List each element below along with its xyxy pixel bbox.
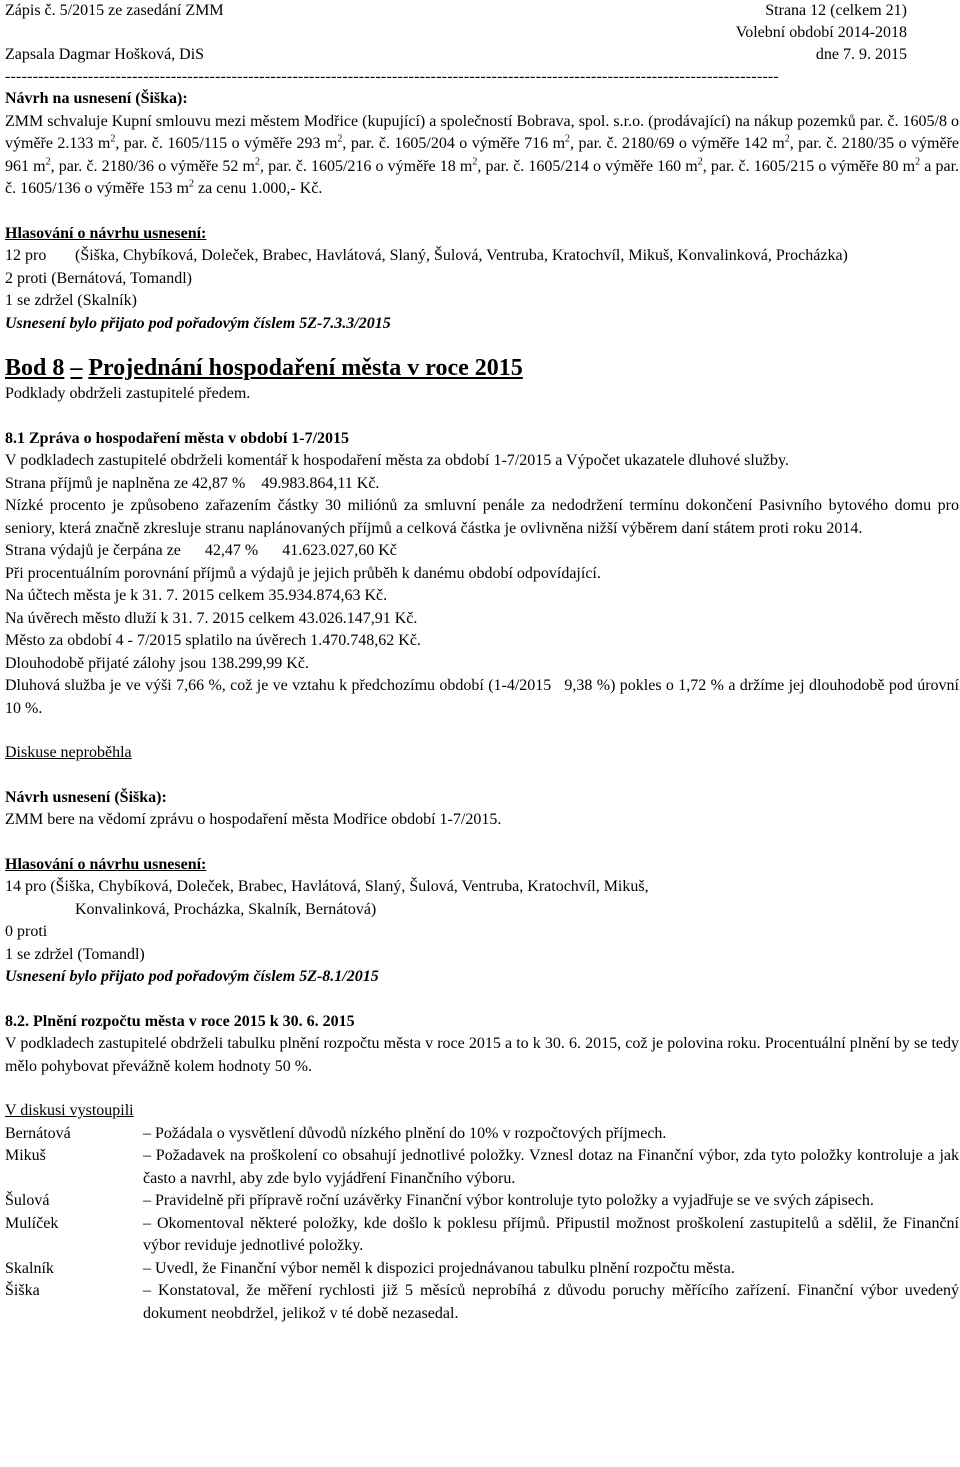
report-line: Při procentuálním porovnání příjmů a výdajů je jejich průběh k danému období odpovídající. [5,564,601,582]
report-line: Na úvěrech město dluží k 31. 7. 2015 celkem 43.026.147,91 Kč. [5,609,418,627]
speaker-name: Mulíček [5,1214,59,1232]
speaker-name: Skalník [5,1259,54,1277]
speaker-row [5,1258,959,1281]
speaker-row [5,1145,959,1190]
recorder: Zapsala Dagmar Hošková, DiS [5,46,205,63]
vote-label-2: Hlasování o návrhu usnesení: [5,855,207,873]
speaker-name: Šiška [5,1282,40,1299]
vote-label-1: Hlasování o návrhu usnesení: [5,224,207,242]
page-number: Strana 12 (celkem 21) [765,2,907,19]
discussion-note: Diskuse neproběhla [5,744,132,761]
speaker-text: – Požádala o vysvětlení důvodů nízkého plnění do 10% v rozpočtových příjmech. [143,1124,667,1142]
section-title-8-2: 8.2. Plnění rozpočtu města v roce 2015 k 30. 6. 2015 [5,1012,355,1030]
proposal-label-1: Návrh na usnesení (Šiška): [5,90,188,107]
report-line: Město za období 4 - 7/2015 splatilo na úvěrech 1.470.748,62 Kč. [5,632,421,649]
proposal-text-2: ZMM bere na vědomí zprávu o hospodaření města Modřice období 1-7/2015. [5,811,502,828]
report-line: Na účtech města je k 31. 7. 2015 celkem 35.934.874,63 Kč. [5,587,388,604]
speaker-text: – Pravidelně při přípravě roční uzávěrky Finanční výbor kontroluje tyto položky a vyjadřuje se ve svých zápisech. [143,1192,874,1209]
report-line: Strana příjmů je naplněna ze 42,87 % 49.983.864,11 Kč. [5,474,380,492]
speaker-text: – Okomentoval některé položky, kde došlo k poklesu příjmů. Připustil možnost proškolení zastupitelů a sdělil, že Finanční výbor reviduje jednotlivé položky. [143,1214,959,1254]
proposal-text-1: ZMM schvaluje Kupní smlouvu mezi městem Modřice (kupující) a společností Bobrava, spol. s.r.o. (prodávající) na nákup pozemků par. č. 1605/8 o výměře 2.133 $m^2$, par. č. 1605/115 o výměře 293 $m^2$, par. č. 1605/204 o výměře 716 $m^2$, par. č. 2180/69 o výměře 142 $m^2$, par. č. 2180/35 o výměře 961 $m^2$, par. č. 2180/36 o výměře 52 $m^2$, par. č. 1605/216 o výměře 18 $m^2$, par. č. 1605/214 o výměře 160 $m^2$, par. č. 1605/215 o výměře 80 $m^2$ a par. č. 1605/136 o výměře 153 $m^2$ za cenu 1.000,- Kč. [5,112,960,197]
speaker-name: Bernátová [5,1124,71,1142]
report-line: Dlouhodobě přijaté zálohy jsou 138.299,99 Kč. [5,654,309,672]
vote-pro-2: 14 pro (Šiška, Chybíková, Doleček, Brabec, Havlátová, Slaný, Šulová, Ventruba, Kratochvíl, Mikuš, [5,878,649,895]
speaker-row [5,1190,959,1213]
header-divider: -------------------------------------------------------------------------------------------------------------------------------------------- [5,68,779,85]
speaker-text: – Konstatoval, že měření rychlosti již 5 měsíců neprobíhá z důvodu poruchy měřícího zařízení. Finanční výbor uvedený dokument neobdržel, jelikož v té době nezasedal. [143,1282,959,1322]
vote-proti-2: 0 proti [5,923,48,940]
speaker-text: – Požadavek na proškolení co obsahují jednotlivé položky. Vznesl dotaz na Finanční výbor, zda tyto položky kontroluje a jak často a navrhl, aby zde bylo vyjádření Finančního výboru. [143,1147,959,1187]
report-line: V podkladech zastupitelé obdrželi komentář k hospodaření města za období 1-7/2015 a Výpočet ukazatele dluhové služby. [5,452,789,469]
vote-pro-1: 12 pro (Šiška, Chybíková, Doleček, Brabec, Havlátová, Slaný, Šulová, Ventruba, Kratochvíl, Mikuš, Konvalinková, Procházka) [5,247,848,264]
minutes-title: Zápis č. 5/2015 ze zasedání ZMM [5,2,224,19]
vote-zdrzel-2: 1 se zdržel (Tomandl) [5,945,145,963]
document-page [5,0,959,1325]
discussion-label: V diskusi vystoupili [5,1102,134,1119]
vote-zdrzel-1: 1 se zdržel (Skalník) [5,292,137,309]
meeting-date: dne 7. 9. 2015 [815,46,907,63]
section-text-8-2: V podkladech zastupitelé obdrželi tabulku plnění rozpočtu města v roce 2015 a to k 30. 6. 2015, což je polovina roku. Procentuální plnění by se tedy mělo pohybovat převážně kolem hodnoty 50 %. [5,1035,959,1075]
section-title-8-1: 8.1 Zpráva o hospodaření města v období 1-7/2015 [5,429,350,447]
vote-result-1: Usnesení bylo přijato pod pořadovým číslem 5Z-7.3.3/2015 [5,314,391,332]
vote-result-2: Usnesení bylo přijato pod pořadovým číslem 5Z-8.1/2015 [5,968,379,985]
vote-proti-1: 2 proti (Bernátová, Tomandl) [5,269,192,287]
speaker-row [5,1213,959,1258]
section-heading-bod8: Bod 8 – Projednání hospodaření města v roce 2015 [5,355,523,381]
report-line: Strana výdajů je čerpána ze 42,47 % 41.623.027,60 Kč [5,542,397,559]
header-row-2 [5,22,959,44]
vote-pro-2-cont: Konvalinková, Procházka, Skalník, Bernátová) [75,900,377,918]
speaker-row [5,1280,959,1325]
report-line: Dluhová služba je ve výši 7,66 %, což je ve vztahu k předchozímu období (1-4/2015 9,38 %) pokles o 1,72 % a držíme jej dlouhodobě pod úrovní 10 %. [5,677,959,717]
election-period: Volební období 2014-2018 [735,24,907,41]
speaker-name: Šulová [5,1192,50,1209]
speaker-row [5,1123,959,1146]
proposal-label-2: Návrh usnesení (Šiška): [5,788,167,806]
header-row-1 [5,0,959,22]
header-row-3 [5,44,959,66]
section-subtitle: Podklady obdrželi zastupitelé předem. [5,385,251,402]
speaker-text: – Uvedl, že Finanční výbor neměl k dispozici projednávanou tabulku plnění rozpočtu města. [143,1259,735,1277]
speaker-name: Mikuš [5,1147,46,1164]
report-line: Nízké procento je způsobeno zařazením částky 30 miliónů za smluvní penále za nedodržení termínu dokončení Pasivního bytového domu pro seniory, která značně zkresluje stranu naplánovaných příjmů a celková částka je ovlivněna nižší výběrem daní státem proti roku 2014. [5,497,959,537]
